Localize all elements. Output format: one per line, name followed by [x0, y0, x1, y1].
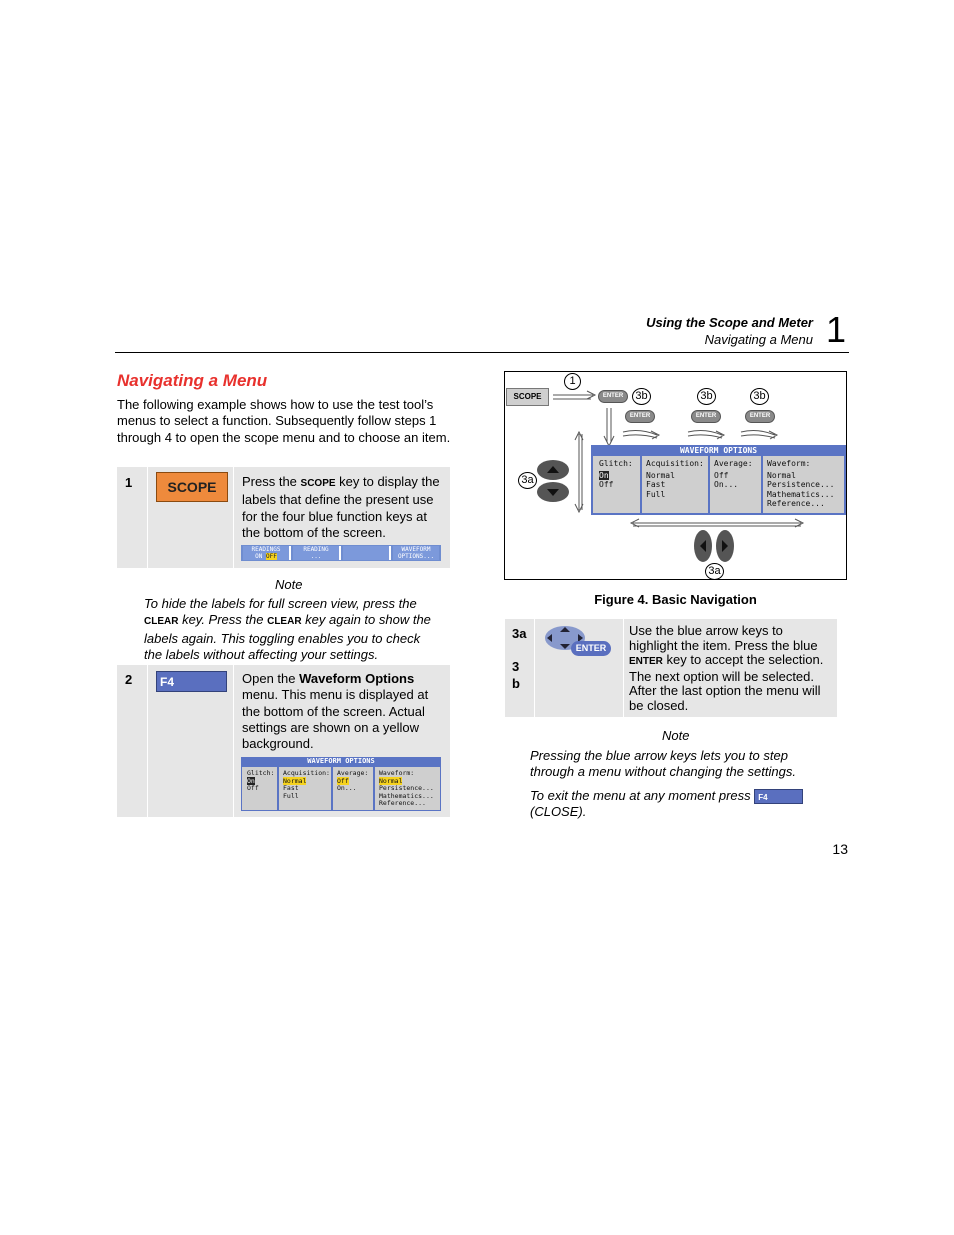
step-number-3a: 3a	[512, 626, 527, 641]
function-key-label-bar	[241, 545, 441, 561]
step-number: 2	[125, 672, 133, 687]
running-header-section: Navigating a Menu	[704, 332, 813, 347]
chapter-number: 1	[826, 309, 847, 350]
figure-scope-key: SCOPE	[506, 388, 549, 406]
figure-enter-key: ENTER	[598, 390, 628, 403]
marker-3a: 3a	[518, 472, 537, 489]
scope-key-ref: SCOPE	[300, 478, 336, 489]
figure-menu-col-waveform[interactable]: Waveform: Normal Persistence... Mathematics... Reference...	[761, 456, 844, 513]
enter-key-button[interactable]: ENTER	[571, 641, 611, 656]
note-heading: Note	[275, 577, 303, 592]
note-2-paragraph-1: Pressing the blue arrow keys lets you to step through a menu without changing the settings.	[530, 748, 796, 780]
marker-3a: 3a	[705, 563, 724, 580]
waveform-options-label: WAVEFORM OPTIONS...	[393, 546, 439, 560]
f4-key-inline[interactable]: F4	[754, 789, 803, 804]
step-1-text: Press the SCOPE key to display the labels that define the present use for the four blue function keys at the bottom of the screen.	[242, 474, 440, 540]
figure-menu-col-average[interactable]: Average: Off On...	[708, 456, 761, 513]
figure-basic-navigation	[504, 371, 847, 580]
reading-label: READING ...	[293, 546, 341, 560]
figure-caption: Figure 4. Basic Navigation	[594, 592, 757, 607]
left-right-arrow-keys-icon	[694, 530, 734, 562]
marker-1: 1	[564, 373, 581, 390]
step-number: 1	[125, 475, 133, 490]
figure-enter-key: ENTER	[745, 410, 775, 423]
figure-menu-col-glitch[interactable]: Glitch: On Off	[599, 459, 633, 489]
running-header-chapter: Using the Scope and Meter	[646, 315, 813, 330]
waveform-options-menu	[241, 766, 441, 811]
figure-menu-col-acquisition[interactable]: Acquisition: Normal Fast Full	[640, 456, 708, 513]
step-2-text: Open the Waveform Options menu. This menu is displayed at the bottom of the screen. Actual settings are shown on a yellow background.	[242, 671, 429, 752]
readings-label: READINGS ON OFF	[243, 546, 291, 560]
marker-3b: 3b	[697, 388, 716, 405]
header-rule	[115, 352, 849, 353]
figure-enter-key: ENTER	[625, 410, 655, 423]
step-number-3b: b	[512, 676, 520, 691]
menu-col-glitch[interactable]: Glitch: On Off	[247, 769, 275, 792]
marker-3b: 3b	[750, 388, 769, 405]
figure-menu-title: WAVEFORM OPTIONS	[591, 445, 846, 456]
section-title: Navigating a Menu	[117, 371, 268, 390]
menu-col-waveform[interactable]: Waveform: Normal Persistence... Mathematics... Reference...	[373, 767, 440, 810]
menu-col-acquisition[interactable]: Acquisition: Normal Fast Full	[277, 767, 331, 810]
waveform-options-menu-title: WAVEFORM OPTIONS	[241, 757, 441, 766]
note-1-text: To hide the labels for full screen view, press the CLEAR key. Press the CLEAR key again to show the labels again. This toggling enables you to check the labels without affecting your settings.	[144, 596, 431, 662]
step-number-3b: 3	[512, 659, 520, 674]
page-number: 13	[832, 841, 848, 857]
f4-key-button[interactable]: F4	[156, 671, 227, 692]
menu-col-average[interactable]: Average: Off On...	[331, 767, 373, 810]
scope-key-button[interactable]: SCOPE	[156, 472, 228, 502]
step-3-row	[505, 619, 837, 717]
step-3-text: Use the blue arrow keys to highlight the item. Press the blue ENTER key to accept the selection. The next option will be selected. After the last option the menu will be closed.	[629, 623, 824, 713]
marker-3b: 3b	[632, 388, 651, 405]
figure-enter-key: ENTER	[691, 410, 721, 423]
step-1-row	[117, 467, 450, 568]
figure-waveform-options-menu	[591, 456, 846, 515]
up-down-arrow-keys-icon	[537, 460, 569, 502]
note-2-paragraph-2: To exit the menu at any moment press F4 (CLOSE).	[530, 788, 820, 821]
intro-paragraph: The following example shows how to use the test tool’s menus to select a function. Subsequently follow steps 1 through 4 to open the scope menu and to choose an item.	[117, 397, 451, 445]
empty-label	[343, 546, 391, 560]
note-heading: Note	[662, 728, 690, 743]
step-2-row	[117, 665, 450, 817]
